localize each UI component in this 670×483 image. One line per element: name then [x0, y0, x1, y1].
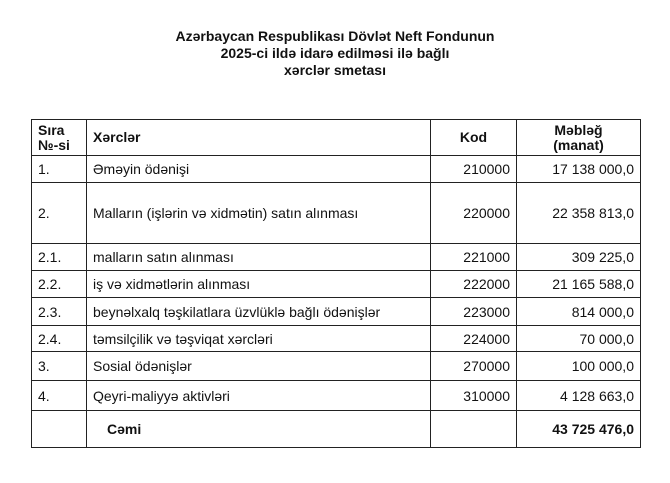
row-amount: 4 128 663,0: [517, 381, 641, 411]
table-total-row: [32, 411, 641, 448]
row-code: 223000: [431, 298, 517, 326]
header-code: Kod: [431, 120, 517, 156]
expense-estimate-table: [31, 119, 641, 448]
table-row: [32, 352, 641, 381]
row-expense-name: Qeyri-maliyyə aktivləri: [87, 381, 431, 411]
row-expense-name: malların satın alınması: [87, 244, 431, 271]
header-amount-line-2: (manat): [553, 136, 604, 153]
header-expenses: Xərclər: [87, 120, 431, 156]
row-number: 2.: [32, 183, 87, 244]
row-code: 224000: [431, 326, 517, 352]
table-row: [32, 183, 641, 244]
header-number-line-1: Sıra: [38, 121, 65, 138]
row-expense-name: Əməyin ödənişi: [87, 156, 431, 183]
row-expense-name: Malların (işlərin və xidmətin) satın alınması: [87, 183, 431, 244]
row-expense-name: təmsilçilik və təşviqat xərcləri: [87, 326, 431, 352]
row-code: 310000: [431, 381, 517, 411]
table-row: [32, 156, 641, 183]
row-amount: 17 138 000,0: [517, 156, 641, 183]
total-code-cell: [431, 411, 517, 448]
header-number: [32, 120, 87, 156]
row-amount: 22 358 813,0: [517, 183, 641, 244]
row-code: 220000: [431, 183, 517, 244]
row-amount: 21 165 588,0: [517, 271, 641, 298]
total-label: Cəmi: [87, 411, 431, 448]
total-amount: 43 725 476,0: [517, 411, 641, 448]
row-number: 1.: [32, 156, 87, 183]
row-amount: 70 000,0: [517, 326, 641, 352]
row-amount: 100 000,0: [517, 352, 641, 381]
row-code: 221000: [431, 244, 517, 271]
row-number: 2.3.: [32, 298, 87, 326]
row-expense-name: beynəlxalq təşkilatlara üzvlüklə bağlı ödənişlər: [87, 298, 431, 326]
row-amount: 309 225,0: [517, 244, 641, 271]
title-line-2: 2025-ci ildə idarə edilməsi ilə bağlı: [220, 45, 450, 61]
row-code: 222000: [431, 271, 517, 298]
title-line-1: Azərbaycan Respublikası Dövlət Neft Fondunun: [175, 28, 495, 44]
header-amount-line-1: Məbləğ: [554, 121, 603, 138]
row-number: 3.: [32, 352, 87, 381]
total-number-cell: [32, 411, 87, 448]
row-expense-name: Sosial ödənişlər: [87, 352, 431, 381]
table-header-row: [32, 120, 641, 156]
row-code: 210000: [431, 156, 517, 183]
row-expense-name: iş və xidmətlərin alınması: [87, 271, 431, 298]
row-number: 2.4.: [32, 326, 87, 352]
table-row: [32, 298, 641, 326]
row-number: 4.: [32, 381, 87, 411]
row-amount: 814 000,0: [517, 298, 641, 326]
table-row: [32, 271, 641, 298]
table-row: [32, 381, 641, 411]
row-number: 2.1.: [32, 244, 87, 271]
table-row: [32, 326, 641, 352]
row-number: 2.2.: [32, 271, 87, 298]
row-code: 270000: [431, 352, 517, 381]
header-number-line-2: №-si: [38, 136, 70, 153]
header-amount: [517, 120, 641, 156]
document-title: [0, 28, 670, 79]
title-line-3: xərclər smetası: [284, 62, 386, 78]
table-row: [32, 244, 641, 271]
